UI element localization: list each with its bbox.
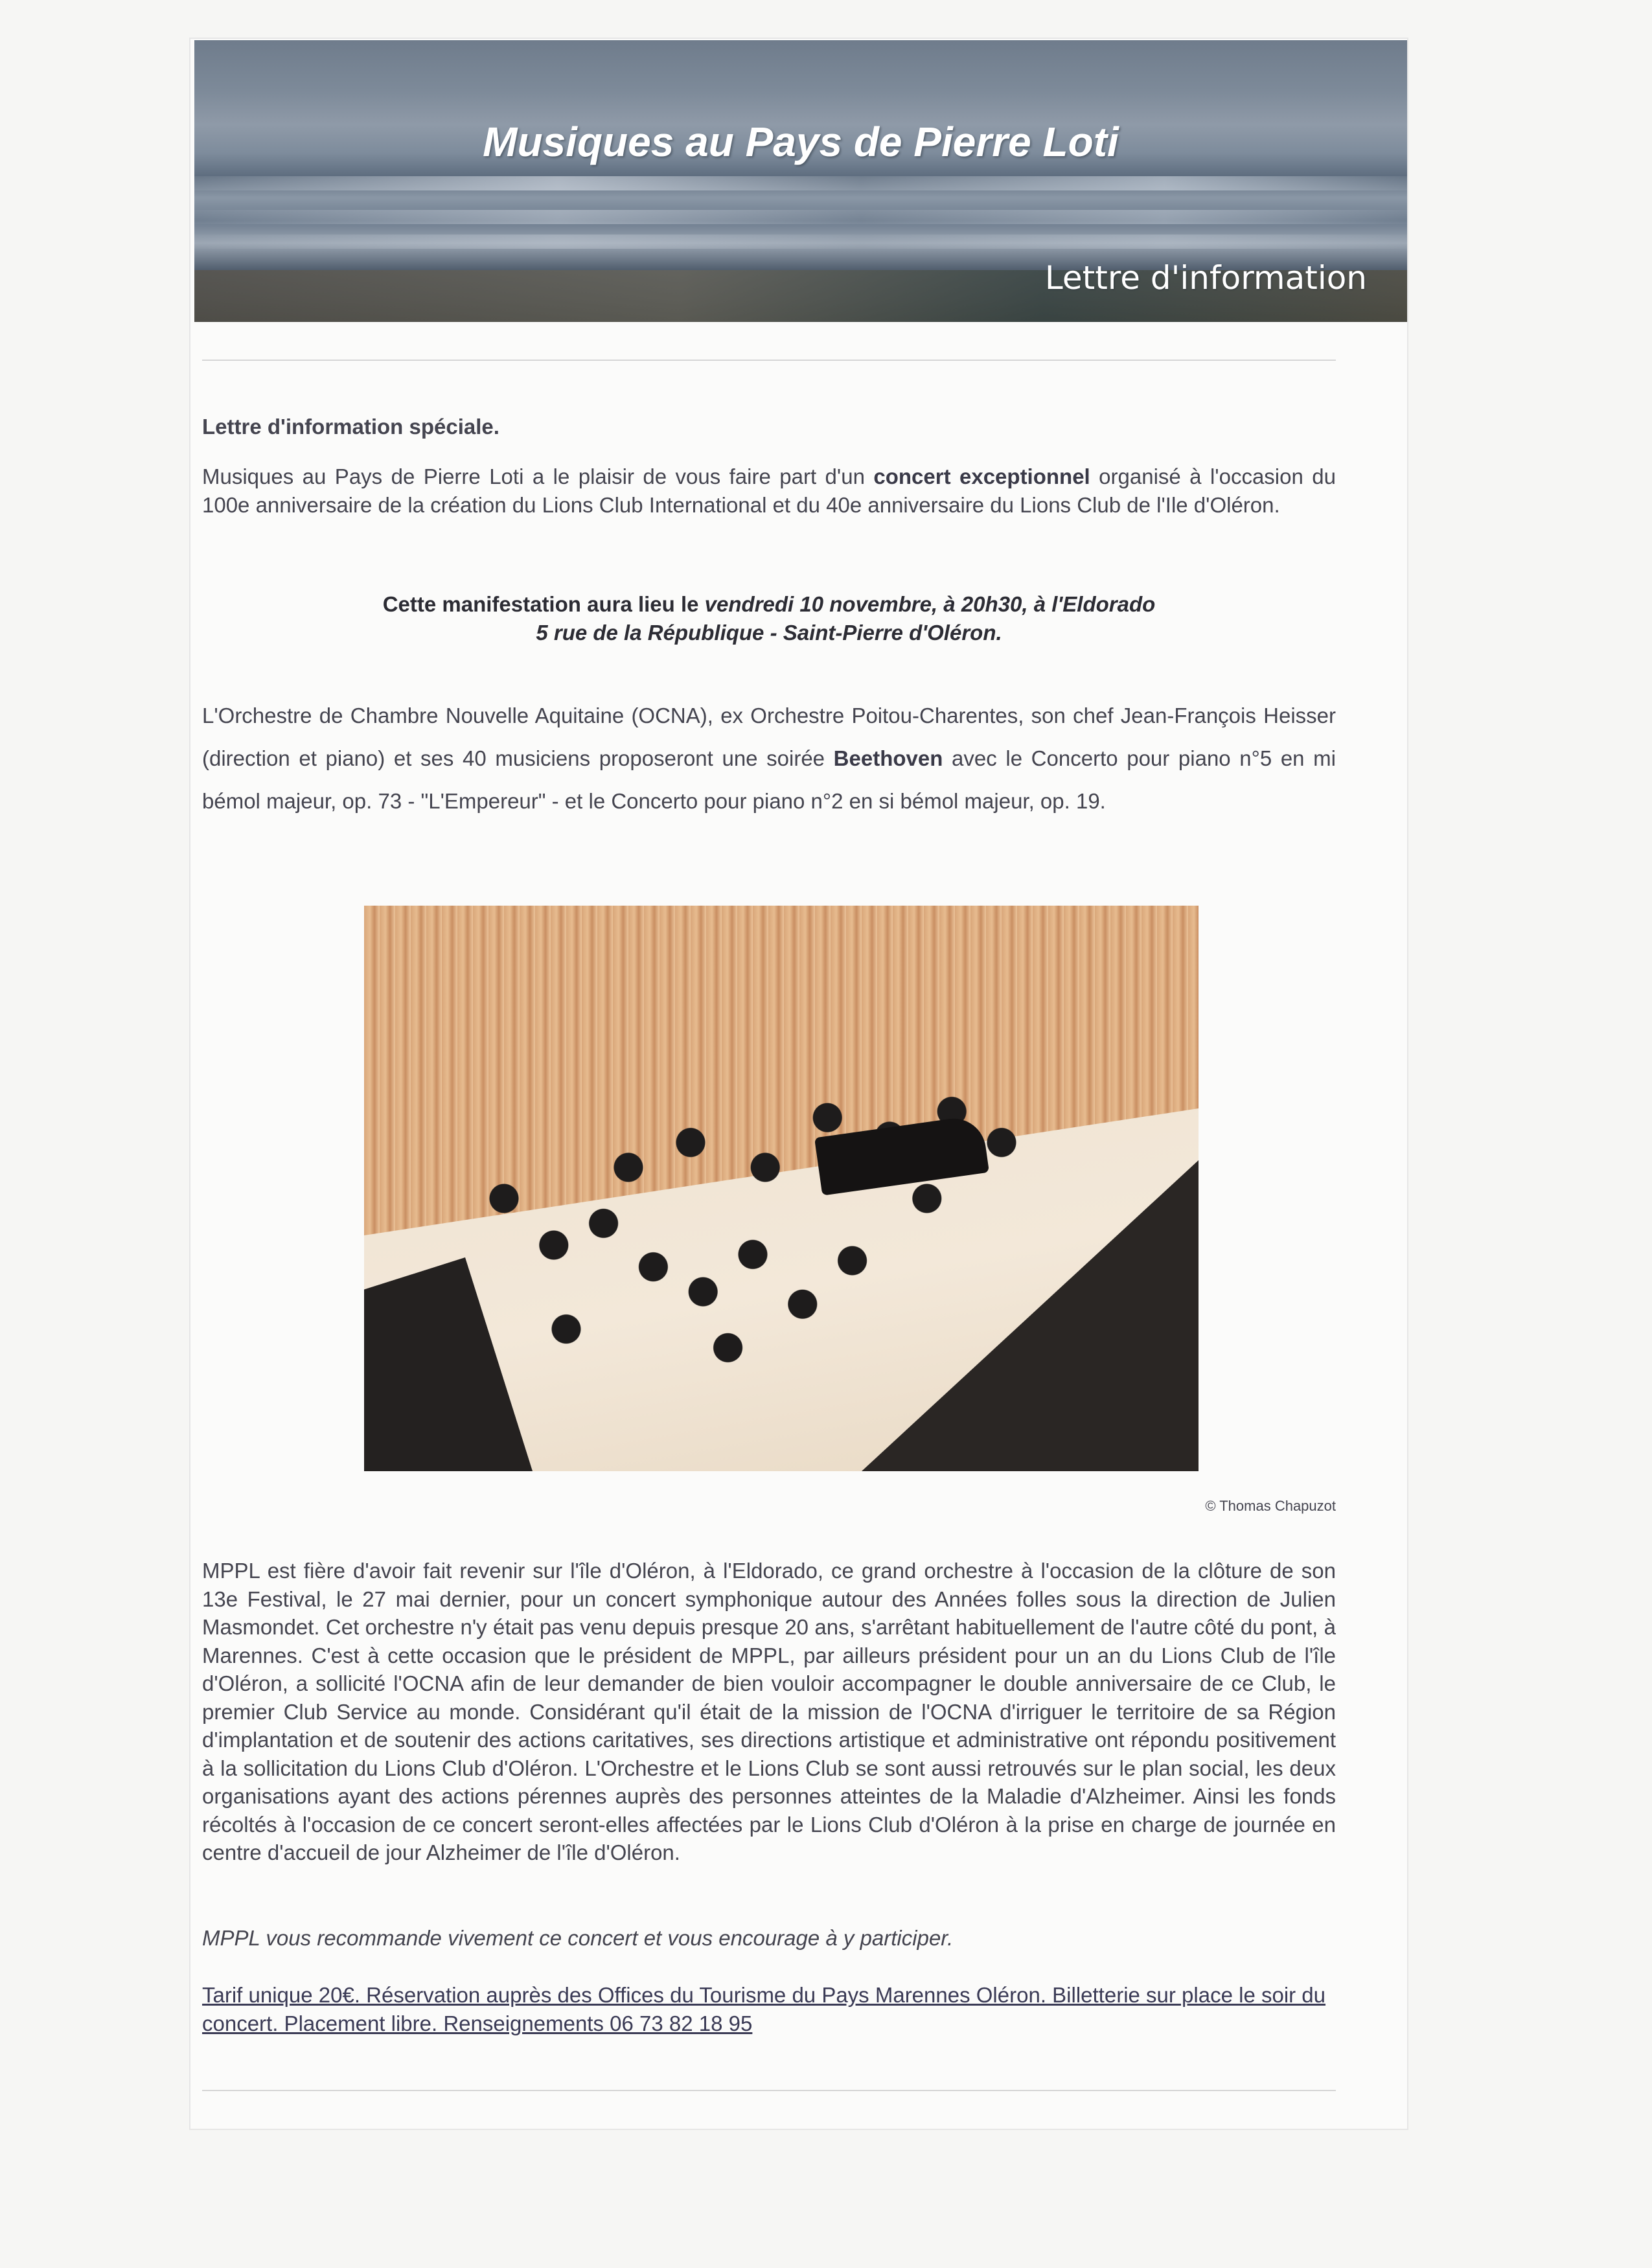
event-address: 5 rue de la République - Saint-Pierre d'Oléron. xyxy=(536,621,1002,645)
banner-title: Musiques au Pays de Pierre Loti xyxy=(483,119,1119,165)
event-details xyxy=(202,590,1336,647)
intro-text-end: organisé à l'occasion du 100e anniversaire de la création du Lions Club International et du 40e anniversaire du Lions Club de l'Ile d'Oléron. xyxy=(202,464,1336,517)
section-heading: Lettre d'information spéciale. xyxy=(202,415,499,439)
event-prefix: Cette manifestation aura lieu le xyxy=(382,592,705,616)
programme-text-end: avec le Concerto pour piano n°5 en mi bémol majeur, op. 73 - "L'Empereur" - et le Concerto pour piano n°2 en si bémol majeur, op. 19. xyxy=(202,746,1336,813)
bottom-divider xyxy=(202,2090,1336,2091)
banner-wave xyxy=(194,235,1407,249)
ticket-info-link[interactable]: Tarif unique 20€. Réservation auprès des Offices du Tourisme du Pays Marennes Oléron. Billetterie sur place le soir du concert. Placement libre. Renseignements 06 73 82 18 95 xyxy=(202,1983,1326,2035)
banner-wave xyxy=(194,210,1407,224)
photo-musicians xyxy=(442,1074,1064,1385)
top-divider xyxy=(202,360,1336,361)
intro-text-start: Musiques au Pays de Pierre Loti a le plaisir de vous faire part d'un xyxy=(202,464,874,488)
programme-composer: Beethoven xyxy=(833,746,943,770)
body-paragraph: MPPL est fière d'avoir fait revenir sur l'île d'Oléron, à l'Eldorado, ce grand orchestre à l'occasion de la clôture de son 13e Festival, le 27 mai dernier, pour un concert symphonique autour des Années folles sous la direction de Julien Masmondet. Cet orchestre n'y était pas venu depuis presque 20 ans, s'arrêtant habituellement de l'autre côté du pont, à Marennes. C'est à cette occasion que le président de MPPL, par ailleurs président pour un an du Lions Club de l'île d'Oléron, a sollicité l'OCNA afin de leur demander de bien vouloir accompagner le double anniversaire de ce Club, le premier Club Service au monde. Considérant qu'il était de la mission de l'OCNA d'irriguer le territoire de sa Région d'implantation et de soutenir des actions caritatives, ses directions artistique et administrative ont répondu positivement à la sollicitation du Lions Club d'Oléron. L'Orchestre et le Lions Club se sont aussi retrouvés sur le plan social, les deux organisations ayant des actions pérennes auprès des personnes atteintes de la Maladie d'Alzheimer. Ainsi les fonds récoltés à l'occasion de ce concert seront-elles affectées par le Lions Club d'Oléron à la prise en charge de journée en centre d'accueil de jour Alzheimer de l'île d'Oléron. xyxy=(202,1559,1336,1864)
recommendation-text: MPPL vous recommande vivement ce concert et vous encourage à y participer. xyxy=(202,1926,954,1950)
orchestra-photo xyxy=(364,906,1199,1471)
banner-wave xyxy=(194,176,1407,190)
programme-text-start: L'Orchestre de Chambre Nouvelle Aquitaine (OCNA), ex Orchestre Poitou-Charentes, son chef Jean-François Heisser (direction et piano) et ses 40 musiciens proposeront une soirée xyxy=(202,704,1336,770)
banner-subtitle: Lettre d'information xyxy=(1044,259,1367,297)
intro-emphasis: concert exceptionnel xyxy=(873,464,1090,488)
intro-paragraph xyxy=(202,463,1336,520)
header-banner xyxy=(194,40,1407,322)
photo-credit: © Thomas Chapuzot xyxy=(1205,1498,1336,1514)
programme-paragraph xyxy=(202,694,1336,823)
event-date-venue: vendredi 10 novembre, à 20h30, à l'Eldorado xyxy=(704,592,1156,616)
